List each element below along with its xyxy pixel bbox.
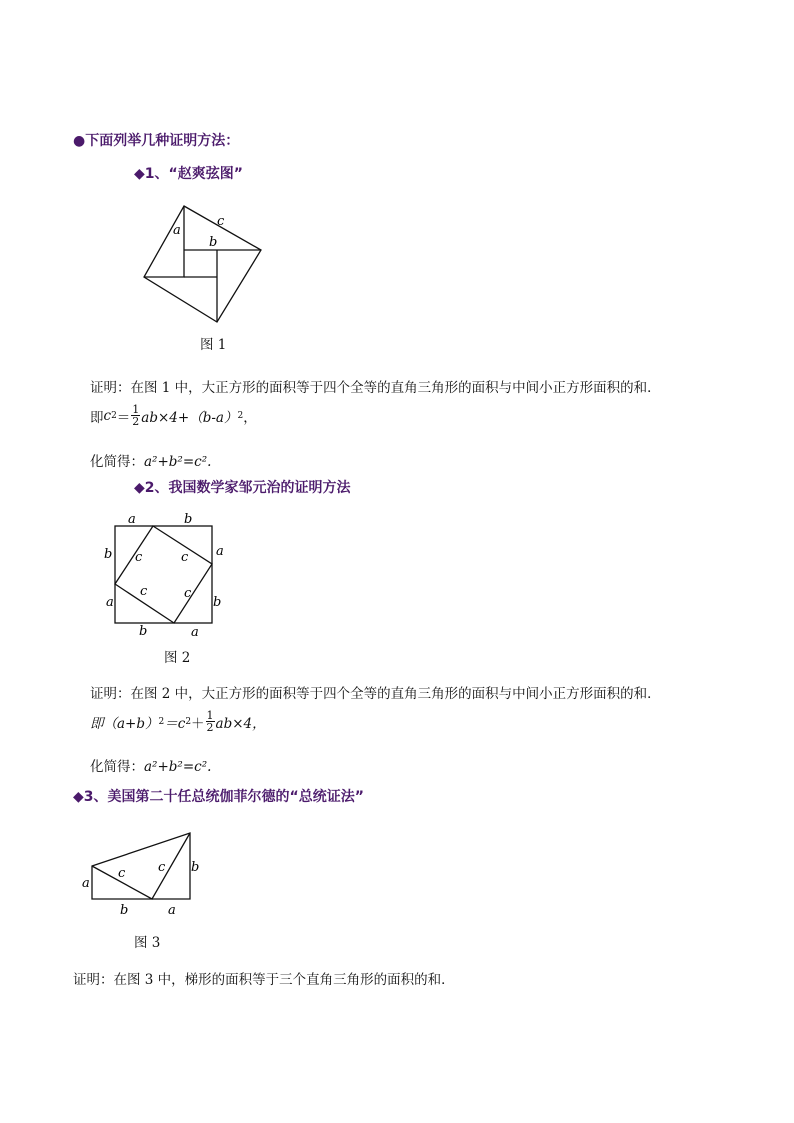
- diamond-bullet-icon: ◆: [134, 480, 145, 496]
- fig2-inner-square: [115, 526, 212, 623]
- section3-proof: 证明：在图 3 中，梯形的面积等于三个直角三角形的面积的和．: [73, 972, 455, 988]
- fig2-label-c: c: [184, 586, 192, 601]
- figure-3-garfield-trapezoid-diagram: [78, 825, 208, 920]
- bullet-dot: ●: [73, 133, 86, 149]
- eq2-end: ab×4，: [215, 715, 266, 732]
- simplify1-prefix: 化简得：: [90, 454, 144, 470]
- eq2-fraction: [206, 710, 215, 733]
- figure-3-caption: 图 3: [134, 935, 161, 951]
- simplify2-result: a²+b²=c².: [144, 759, 212, 775]
- eq1-mid: ab×4+（b-a）: [141, 409, 238, 426]
- eq1-frac-den: 2: [132, 415, 140, 428]
- fig3-label-a-left: a: [82, 876, 90, 891]
- eq2-frac-num: 1: [206, 709, 214, 722]
- simplify1-result: a²+b²=c².: [144, 454, 212, 470]
- fig2-label-b-right: b: [213, 595, 222, 610]
- section2-title: 2、我国数学家邹元治的证明方法: [144, 480, 351, 496]
- intro-text: 下面列举几种证明方法：: [85, 133, 240, 149]
- figure-1-zhao-shuang-diagram: [135, 200, 270, 325]
- fig3-label-c: c: [158, 860, 166, 875]
- diamond-bullet-icon: ◆: [134, 166, 145, 182]
- fig1-label-b: b: [209, 235, 218, 250]
- section3-title: 3、美国第二十任总统伽菲尔德的“总统证法”: [83, 789, 364, 805]
- fig3-label-b-right: b: [191, 860, 200, 875]
- section2-equation: [90, 710, 266, 733]
- eq1-sq: 2: [111, 410, 117, 421]
- section2-proof: 证明：在图 2 中，大正方形的面积等于四个全等的直角三角形的面积与中间小正方形面积的和．: [90, 686, 661, 702]
- figure-2-zou-yuanzhi-diagram: [95, 508, 235, 641]
- eq1-sq2: 2: [237, 410, 244, 421]
- eq1-end: ，: [243, 409, 257, 426]
- section2-heading: [134, 477, 351, 497]
- eq2-frac-den: 2: [206, 721, 214, 734]
- eq1-prefix: 即: [90, 409, 104, 426]
- figure-2-caption: 图 2: [164, 650, 191, 666]
- eq2-sq2: 2: [185, 716, 192, 727]
- fig1-label-c: c: [217, 214, 225, 229]
- fig1-outer-square: [144, 206, 261, 322]
- section3-heading: [73, 786, 364, 806]
- section1-simplify: [90, 450, 211, 470]
- fig2-label-a-right: a: [216, 544, 224, 559]
- eq1-fraction: [131, 404, 140, 427]
- figure-1-caption: 图 1: [200, 337, 227, 353]
- eq1-eq: ＝: [116, 409, 131, 426]
- section1-title: 1、“赵爽弦图”: [144, 166, 243, 182]
- fig3-label-c: c: [118, 866, 126, 881]
- fig2-label-b-bottom: b: [139, 624, 148, 639]
- fig3-hypotenuses: [92, 833, 190, 899]
- section2-simplify: [90, 755, 211, 775]
- fig3-label-b-bottom: b: [120, 903, 129, 918]
- fig2-label-a-bottom: a: [191, 625, 199, 640]
- eq1-frac-num: 1: [132, 403, 140, 416]
- eq2-prefix: 即（a+b）: [90, 715, 159, 732]
- fig2-label-a-top: a: [128, 512, 136, 527]
- section1-heading: [134, 163, 243, 183]
- fig2-label-b-left: b: [104, 547, 113, 562]
- eq1-c: c: [103, 407, 112, 424]
- fig2-label-a-left: a: [106, 595, 114, 610]
- section1-equation: [90, 404, 257, 427]
- fig2-outer-square: [115, 526, 212, 623]
- simplify2-prefix: 化简得：: [90, 759, 144, 775]
- fig3-label-a-bottom: a: [168, 903, 176, 918]
- fig3-trapezoid: [92, 833, 190, 899]
- intro-heading: [73, 130, 239, 150]
- eq2-sq: 2: [158, 716, 165, 727]
- diamond-bullet-icon: ◆: [73, 789, 84, 805]
- eq2-plus: ＋: [191, 715, 205, 732]
- fig1-label-a: a: [173, 223, 181, 238]
- fig2-label-b-top: b: [184, 512, 193, 527]
- fig2-label-c: c: [140, 584, 148, 599]
- section1-proof: 证明：在图 1 中，大正方形的面积等于四个全等的直角三角形的面积与中间小正方形面积的和．: [90, 380, 661, 396]
- fig2-label-c: c: [181, 550, 189, 565]
- fig2-label-c: c: [135, 550, 143, 565]
- eq2-eq: ＝c: [164, 715, 186, 732]
